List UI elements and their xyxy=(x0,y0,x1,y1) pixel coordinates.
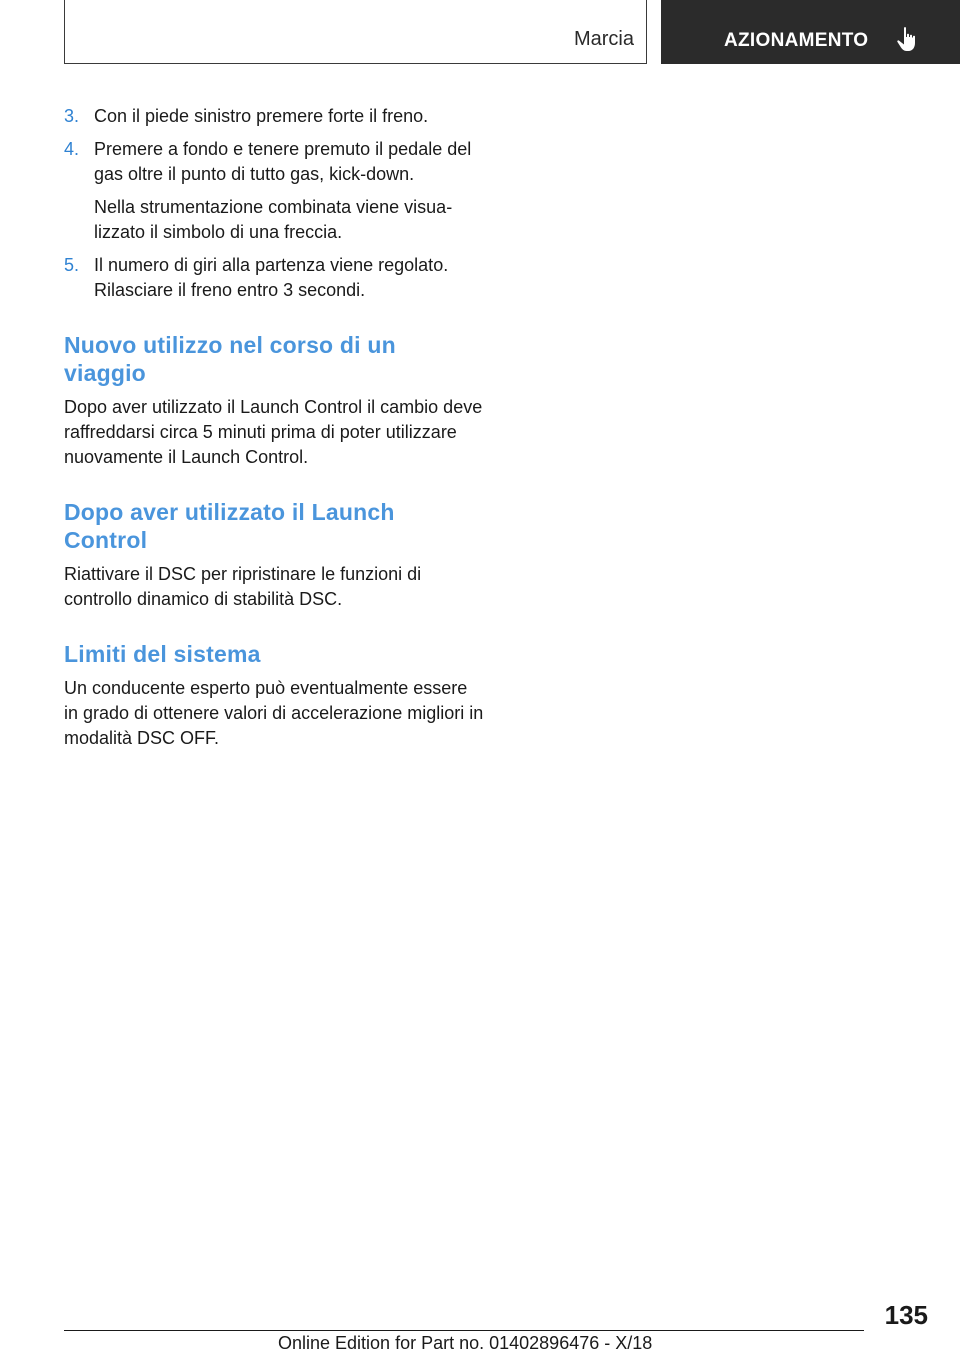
pointing-hand-icon xyxy=(895,26,919,52)
footer-divider xyxy=(64,1330,864,1331)
step-note: Nella strumentazione combinata viene visualizzato il simbolo di una freccia. xyxy=(94,197,453,242)
chapter-tab[interactable] xyxy=(661,0,960,64)
list-item xyxy=(64,253,484,303)
step-text: Con il piede sinistro premere forte il freno. xyxy=(94,106,429,126)
section-heading: Nuovo utilizzo nel corso di un viaggio xyxy=(64,332,396,386)
header-section-box xyxy=(64,0,647,64)
section-heading: Limiti del sistema xyxy=(64,641,261,667)
page-number: 135 xyxy=(884,1300,928,1330)
footer-edition-text: Online Edition for Part no. 01402896476 - X/18 xyxy=(278,1333,653,1353)
list-item xyxy=(64,104,484,129)
section-paragraph: Riattivare il DSC per ripristinare le funzioni di controllo dinamico di stabilità DSC. xyxy=(64,564,422,609)
step-number: 4. xyxy=(64,139,80,159)
step-number: 3. xyxy=(64,106,80,126)
section-paragraph: Un conducente esperto può eventualmente essere in grado di ottenere valori di accelerazione migliori in modalità DSC OFF. xyxy=(64,678,484,748)
section-title: Marcia xyxy=(573,28,634,50)
step-text: Premere a fondo e tenere premuto il pedale del gas oltre il punto di tutto gas, kick-down. xyxy=(94,139,472,184)
page-content xyxy=(64,104,484,751)
list-item xyxy=(64,137,484,245)
section-heading: Dopo aver utilizzato il Launch Control xyxy=(64,499,395,553)
step-number: 5. xyxy=(64,255,80,275)
step-text: Il numero di giri alla partenza viene regolato. Rilasciare il freno entro 3 secondi. xyxy=(94,255,449,300)
section-paragraph: Dopo aver utilizzato il Launch Control il cambio deve raffreddarsi circa 5 minuti prima di poter utilizzare nuovamente il Launch Control. xyxy=(64,397,483,467)
chapter-title: AZIONAMENTO xyxy=(724,30,869,51)
